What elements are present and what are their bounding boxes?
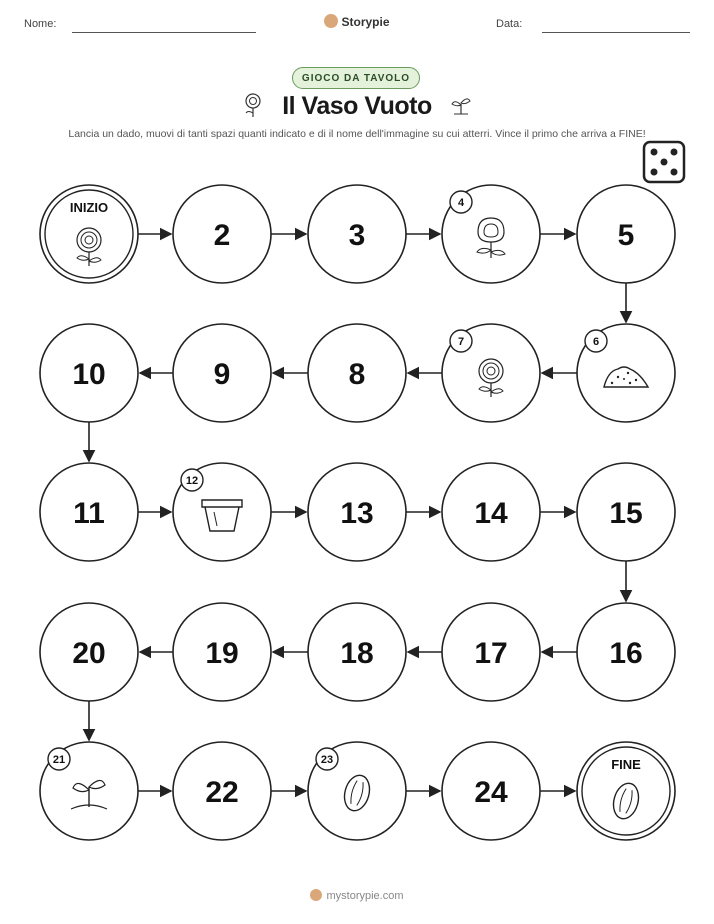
space-number: 21 (52, 754, 66, 766)
space-number: 4 (457, 197, 465, 209)
board-space-22[interactable] (173, 742, 271, 840)
space-number: 16 (609, 637, 643, 670)
board-space-20[interactable] (40, 603, 138, 701)
board-space-1[interactable] (40, 185, 138, 283)
space-number: 10 (72, 358, 106, 391)
board-space-16[interactable] (577, 603, 675, 701)
board-space-11[interactable] (40, 463, 138, 561)
board-space-17[interactable] (442, 603, 540, 701)
board-space-25[interactable] (577, 742, 675, 840)
board-space-24[interactable] (442, 742, 540, 840)
brand-name: Storypie (341, 15, 390, 29)
space-number: 12 (185, 475, 199, 487)
instructions: Lancia un dado, muovi di tanti spazi quanti indicato e di il nome dell'immagine su cui atterri. Vince il primo che arriva a FINE! (68, 128, 646, 140)
board-space-15[interactable] (577, 463, 675, 561)
space-number: 14 (474, 497, 508, 530)
date-label: Data: (496, 18, 523, 30)
category-badge: GIOCO DA TAVOLO (292, 67, 420, 89)
space-number: 20 (72, 637, 106, 670)
board-space-6[interactable] (577, 324, 675, 422)
board-space-4[interactable] (442, 185, 540, 283)
footer-url: mystorypie.com (326, 890, 404, 902)
space-number: 23 (320, 754, 334, 766)
board-space-18[interactable] (308, 603, 406, 701)
space-number: 19 (205, 637, 239, 670)
board-space-7[interactable] (442, 324, 540, 422)
board-space-23[interactable] (308, 742, 406, 840)
board-space-21[interactable] (40, 742, 138, 840)
space-number: 5 (617, 219, 635, 252)
board-spaces (40, 185, 675, 840)
board-space-14[interactable] (442, 463, 540, 561)
space-label: FINE (611, 757, 641, 772)
space-number: 9 (213, 358, 231, 391)
board-space-10[interactable] (40, 324, 138, 422)
space-number: 8 (348, 358, 366, 391)
title-text: Il Vaso Vuoto (282, 92, 432, 120)
board-space-2[interactable] (173, 185, 271, 283)
name-label: Nome: (24, 18, 57, 30)
space-number: 22 (205, 776, 239, 809)
footer (0, 889, 714, 902)
space-number: 7 (457, 336, 465, 348)
space-number: 13 (340, 497, 374, 530)
board-space-3[interactable] (308, 185, 406, 283)
board-space-5[interactable] (577, 185, 675, 283)
board-space-19[interactable] (173, 603, 271, 701)
space-number: 17 (474, 637, 508, 670)
space-number: 3 (348, 219, 366, 252)
space-number: 11 (73, 497, 105, 530)
space-label: INIZIO (69, 200, 109, 215)
board-space-8[interactable] (308, 324, 406, 422)
board-space-9[interactable] (173, 324, 271, 422)
space-number: 18 (340, 637, 374, 670)
board-space-12[interactable] (173, 463, 271, 561)
space-number: 15 (609, 497, 643, 530)
space-number: 6 (592, 336, 600, 348)
space-number: 2 (213, 219, 231, 252)
storypie-logo-icon (310, 889, 322, 901)
board-space-13[interactable] (308, 463, 406, 561)
space-number: 24 (474, 776, 508, 809)
dice-icon (644, 142, 684, 182)
